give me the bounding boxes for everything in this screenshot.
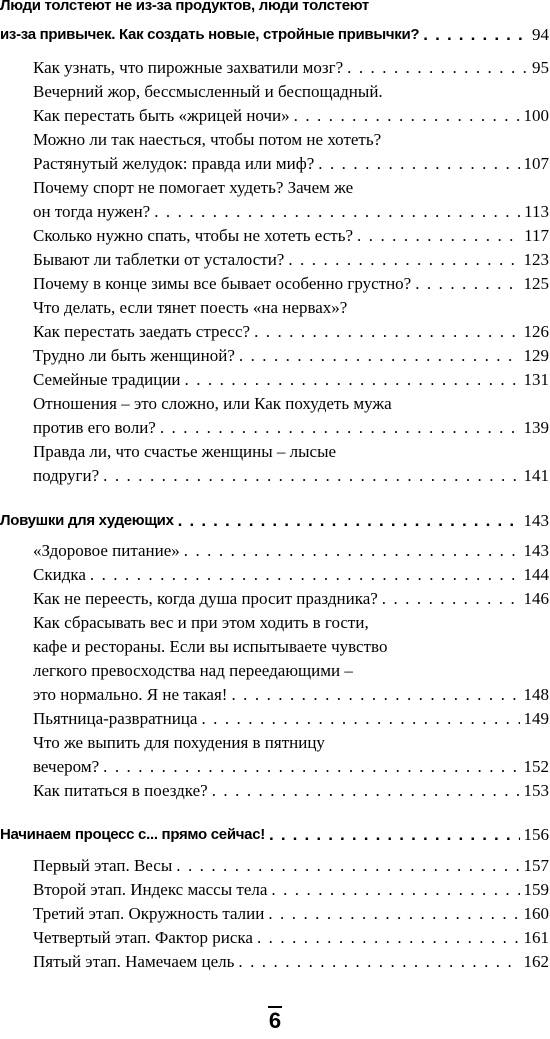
toc-entry: [0, 779, 550, 803]
toc-entry-title: Можно ли так наесться, чтобы потом не хотеть?: [33, 130, 382, 149]
toc-leader-dots: [415, 272, 519, 296]
toc-leader-dots: [103, 755, 519, 779]
toc-entry-title: Трудно ли быть женщиной?: [33, 346, 235, 365]
toc-entry-title: вечером?: [33, 757, 100, 776]
toc-page-number: 139: [523, 418, 549, 437]
toc-entry-title: Как перестать заедать стресс?: [33, 322, 251, 341]
toc-leader-dots: [178, 509, 520, 533]
toc-entry: [0, 104, 550, 128]
toc-leader-dots: [382, 587, 520, 611]
toc-entry-title: Как не переесть, когда душа просит праздника?: [33, 589, 378, 608]
toc-entry-title: это нормально. Я не такая!: [33, 685, 228, 704]
toc-entry: [0, 152, 550, 176]
toc-entry: [0, 56, 550, 80]
toc-entry-title: Что же выпить для похудения в пятницу: [33, 733, 325, 752]
toc-entry-title: Пьятница-развратница: [33, 709, 198, 728]
toc-entry: [0, 539, 550, 563]
toc-leader-dots: [271, 878, 519, 902]
toc-page-number: 143: [523, 511, 549, 530]
toc-entry-title: Как узнать, что пирожные захватили мозг?: [33, 58, 344, 77]
toc-leader-dots: [288, 248, 519, 272]
toc-entry-title: Почему в конце зимы все бывает особенно грустно?: [33, 274, 412, 293]
toc-entry: [0, 320, 550, 344]
toc-leader-dots: [294, 104, 520, 128]
toc-page-number: 161: [523, 928, 549, 947]
toc-entry-title: Почему спорт не помогает худеть? Зачем же: [33, 178, 354, 197]
toc-entry: [0, 635, 550, 659]
toc-entry-title: Как перестать быть «жрицей ночи»: [33, 106, 290, 125]
toc-leader-dots: [347, 56, 528, 80]
toc-leader-dots: [201, 707, 519, 731]
toc-entry: [0, 950, 550, 974]
toc-entry-title: Что делать, если тянет поесть «на нервах»?: [33, 298, 348, 317]
toc-page-number: 125: [523, 274, 549, 293]
toc-leader-dots: [184, 539, 520, 563]
toc-entry: [0, 878, 550, 902]
toc-entry: [0, 440, 550, 464]
toc-entry: [0, 683, 550, 707]
toc-leader-dots: [212, 779, 520, 803]
toc-entry: [0, 80, 550, 104]
toc-entry: [0, 344, 550, 368]
toc-entry-title: Люди толстеют не из-за продуктов, люди толстеют: [0, 0, 369, 14]
toc-entry-title: Растянутый желудок: правда или миф?: [33, 154, 315, 173]
toc-section-heading: [0, 23, 550, 47]
toc-entry-title: Правда ли, что счастье женщины – лысые: [33, 442, 337, 461]
toc-entry-title: Как сбрасывать вес и при этом ходить в гости,: [33, 613, 369, 632]
toc-leader-dots: [154, 200, 520, 224]
toc-leader-dots: [268, 902, 519, 926]
toc-entry: [0, 755, 550, 779]
toc-leader-dots: [185, 368, 520, 392]
toc-page-number: 126: [523, 322, 549, 341]
toc-entry-title: «Здоровое питание»: [33, 541, 180, 560]
toc-page-number: 156: [523, 825, 549, 844]
toc-entry: [0, 128, 550, 152]
toc-entry-title: Пятый этап. Намечаем цель: [33, 952, 235, 971]
toc-entry: [0, 926, 550, 950]
page-number: 6: [268, 1008, 282, 1033]
toc-page-number: 123: [523, 250, 549, 269]
toc-page-number: 141: [523, 466, 549, 485]
toc-entry-title: Как питаться в поездке?: [33, 781, 208, 800]
toc-page-number: 131: [523, 370, 549, 389]
toc-entry: [0, 464, 550, 488]
toc-page-number: 148: [523, 685, 549, 704]
toc-entry-title: Скидка: [33, 565, 86, 584]
toc-entry-title: Бывают ли таблетки от усталости?: [33, 250, 285, 269]
toc-section-heading: [0, 509, 550, 533]
toc-entry: [0, 707, 550, 731]
toc-page-number: 144: [523, 565, 549, 584]
toc-entry-title: из-за привычек. Как создать новые, стройные привычки?: [0, 26, 420, 43]
toc-entry: [0, 272, 550, 296]
toc-entry-title: Второй этап. Индекс массы тела: [33, 880, 268, 899]
toc-entry-title: Первый этап. Весы: [33, 856, 173, 875]
toc-page-number: 162: [523, 952, 549, 971]
toc-entry: [0, 176, 550, 200]
toc-entry: [0, 731, 550, 755]
toc-page-number: 157: [523, 856, 549, 875]
toc-entry-title: Третий этап. Окружность талии: [33, 904, 265, 923]
toc-entry: [0, 248, 550, 272]
toc-leader-dots: [269, 823, 520, 847]
toc-entry: [0, 902, 550, 926]
toc-entry-title: подруги?: [33, 466, 100, 485]
toc-entry: [0, 587, 550, 611]
toc-entry: [0, 392, 550, 416]
toc-page-number: 113: [524, 202, 549, 221]
toc-page-number: 153: [523, 781, 549, 800]
toc-entry-title: Четвертый этап. Фактор риска: [33, 928, 253, 947]
toc-page-number: 160: [523, 904, 549, 923]
toc-leader-dots: [238, 950, 519, 974]
toc-entry-title: легкого превосходства над переедающими –: [33, 661, 353, 680]
toc-leader-dots: [254, 320, 519, 344]
toc-leader-dots: [257, 926, 520, 950]
toc-leader-dots: [318, 152, 519, 176]
toc-entry-title: Сколько нужно спать, чтобы не хотеть есть?: [33, 226, 354, 245]
toc-page-number: 159: [523, 880, 549, 899]
toc-section-heading: [0, 0, 550, 18]
toc-entry-title: Ловушки для худеющих: [0, 512, 174, 529]
toc-entry-title: Начинаем процесс с... прямо сейчас!: [0, 826, 265, 843]
toc-entry: [0, 659, 550, 683]
toc-entry-title: кафе и рестораны. Если вы испытываете чувство: [33, 637, 388, 656]
toc-page-number: 129: [523, 346, 549, 365]
toc-page-number: 100: [523, 106, 549, 125]
toc-entry-title: Отношения – это сложно, или Как похудеть мужа: [33, 394, 392, 413]
toc-section-heading: [0, 823, 550, 847]
toc-entry-title: против его воли?: [33, 418, 156, 437]
toc-page-number: 152: [523, 757, 549, 776]
toc-page-number: 94: [532, 25, 549, 44]
toc-entry-title: Семейные традиции: [33, 370, 181, 389]
toc-leader-dots: [103, 464, 519, 488]
toc-page-number: 146: [523, 589, 549, 608]
toc-page-number: 143: [523, 541, 549, 560]
toc-entry: [0, 611, 550, 635]
toc-page-number: 107: [523, 154, 549, 173]
toc-leader-dots: [176, 854, 519, 878]
toc-entry: [0, 296, 550, 320]
toc-page-number: 117: [524, 226, 549, 245]
toc-entry-title: Вечерний жор, бессмысленный и беспощадный.: [33, 82, 383, 101]
toc-entry: [0, 854, 550, 878]
toc-leader-dots: [160, 416, 520, 440]
toc-page-number: 149: [523, 709, 549, 728]
toc-leader-dots: [423, 23, 528, 47]
toc-leader-dots: [239, 344, 520, 368]
toc-entry: [0, 368, 550, 392]
toc-entry-title: он тогда нужен?: [33, 202, 151, 221]
toc-entry: [0, 200, 550, 224]
toc-entry: [0, 224, 550, 248]
toc-entry: [0, 416, 550, 440]
toc-entry: [0, 563, 550, 587]
toc-page-number: 95: [532, 58, 549, 77]
toc-leader-dots: [231, 683, 519, 707]
toc-leader-dots: [90, 563, 520, 587]
toc-leader-dots: [357, 224, 520, 248]
